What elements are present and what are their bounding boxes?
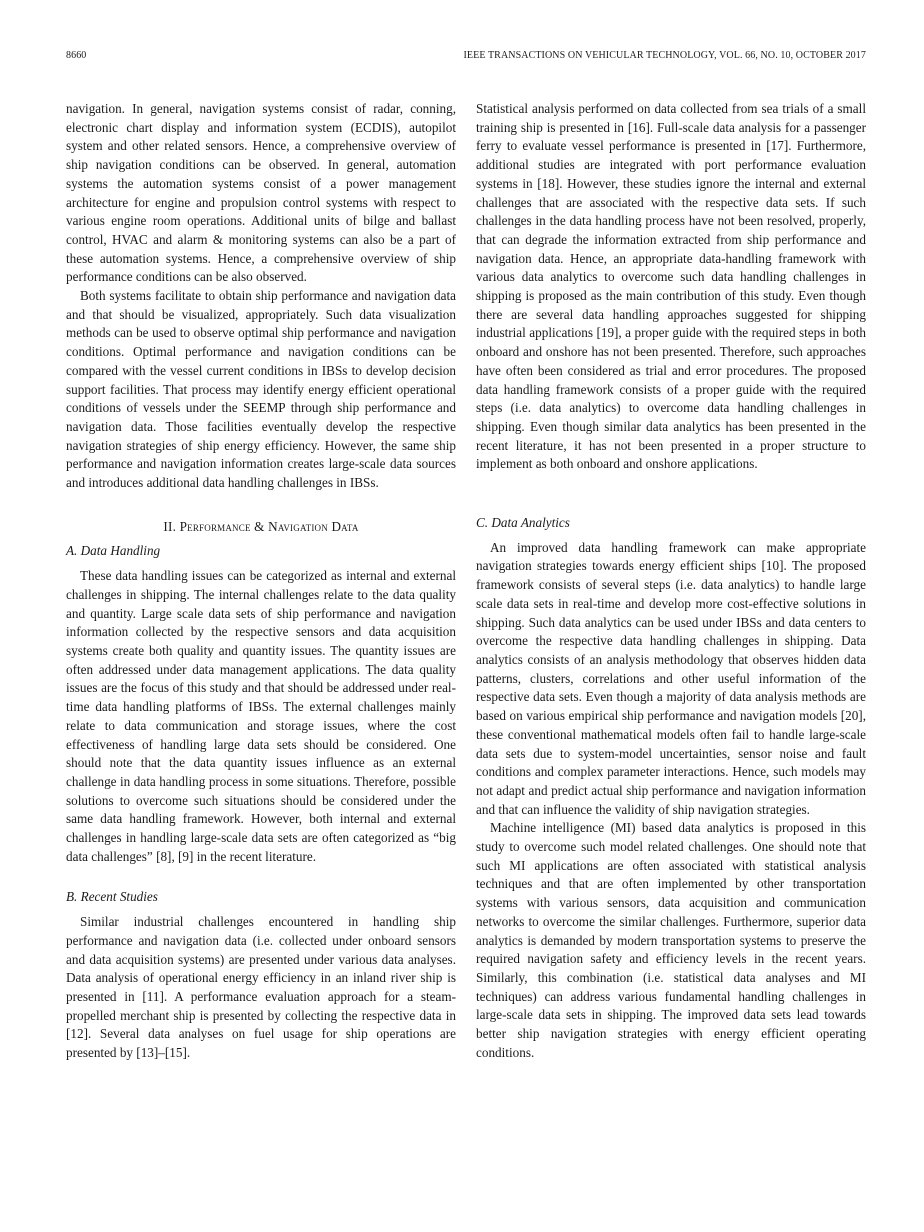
data-analytics-paragraph-1: An improved data handling framework can make appropriate navigation strategies towards energy efficient ships [10]. The proposed framework consists of several steps (i.e. data analytics) to handle large scale data sets in real-time and develop more cost-effective solutions in shipping. Such data analytics can be used under IBSs and data centers to overcome the respective data handling challenges in shipping. Data analytics consists of an analysis methodology that observes hidden data patterns, clusters, correlations and other useful information of the respective data sets. Even though a majority of data analysis methods are based on various empirical ship performance and navigation models [20], these conventional mathematical models often fail to handle large-scale data sets due to system-model uncertainties, sensor noise and fault conditions and complex parameter interactions. Hence, such models may not adapt and predict actual ship performance and navigation information and that can influence the validity of ship navigation strategies. [476, 539, 866, 817]
page-header [66, 50, 866, 66]
subsection-b-title: B. Recent Studies [66, 889, 158, 905]
subsection-c-title: C. Data Analytics [476, 515, 570, 531]
intro-paragraph-1: navigation. In general, navigation systems consist of radar, conning, electronic chart display and information system (ECDIS), autopilot system and other related sensors. Hence, a comprehensive overview of ship navigation conditions can be observed. In general, automation systems the automation systems consist of a power management architecture for engine and propulsion control systems with respect to various engine room operations. Additional units of bilge and ballast control, HVAC and alarm & monitoring systems can also be a part of these automation systems. Hence, a comprehensive overview of ship performance conditions can be also observed. [66, 101, 456, 285]
recent-studies-paragraph: Similar industrial challenges encountered in handling ship performance and navigation data (i.e. collected under onboard sensors and data acquisition systems) are presented under various data analyses. Data analysis of operational energy efficiency in an inland river ship is presented in [11]. A performance evaluation approach for a steam-propelled merchant ship is presented by collecting the respective data in [12]. Several data analyses on fuel usage for ship operations are presented by [13]–[15]. [66, 914, 456, 1061]
recent-studies-continuation: Statistical analysis performed on data collected from sea trials of a small training ship is presented in [16]. Full-scale data analysis for a passenger ferry to evaluate vessel performance is presented in [17]. Furthermore, additional studies are integrated with port performance evaluation systems in [18]. However, these studies ignore the internal and external challenges that are associated with the respective data sets. If such challenges in the data handling process have not been resolved, properly, that can degrade the information extracted from ship performance and navigation data. Hence, an appropriate data-handling framework with various data analytics to overcome such data handling challenges in shipping is proposed as the main contribution of this study. Even though there are several data handling approaches suggested for shipping industrial applications [19], a proper guide with the required steps in both onboard and onshore has not been presented. Therefore, such approaches have often been considered as trial and error procedures. The proposed data handling framework consists of a proper guide with the required steps (i.e. data analytics) to overcome data handling challenges in shipping. Even though similar data analytics has been presented in the recent literature, it has not been presented in a proper structure to implement as both onboard and onshore applications. [476, 101, 866, 472]
section-title: II. Performance & Navigation Data [163, 518, 359, 534]
data-analytics-paragraph-2: Machine intelligence (MI) based data analytics is proposed in this study to overcome such model related challenges. One should note that such MI applications are often associated with statistical analysis techniques and that are often implemented by other transportation systems with various sensors, data acquisition and communication networks to overcome the similar challenges. Furthermore, superior data analytics is demanded by modern transportation systems to preserve the required navigation safety and efficiency levels in the recent years. Similarly, this combination (i.e. statistical data analyses and MI techniques) can address various fundamental handling challenges in large-scale data sets in shipping. The improved data sets lead towards better ship navigation strategies with energy efficient operating conditions. [476, 820, 866, 1060]
journal-running-head: IEEE TRANSACTIONS ON VEHICULAR TECHNOLOGY, VOL. 66, NO. 10, OCTOBER 2017 [463, 50, 866, 61]
subsection-a-title: A. Data Handling [66, 543, 161, 559]
page-number: 8660 [66, 50, 87, 61]
right-column [476, 100, 866, 1062]
data-handling-paragraph: These data handling issues can be categorized as internal and external challenges in shipping. The internal challenges relate to the data quality and quantity. Large scale data sets of ship performance and navigation information collected by the respective sensors and data acquisition systems create both quality and quantity issues. The quantity issues are often addressed under data management applications. The data quality issues are the focus of this study and that should be addressed under real-time data handling platforms of IBSs. The external challenges mainly relate to data communication and storage issues, where the cost effectiveness of handling large data sets should be considered. One should note that the data quantity issues influence as an external challenge in data handling process in some situations. Therefore, possible solutions to overcome such situations should be considered under the same data handling framework. However, both internal and external challenges in handling large-scale data sets are often categorized as “big data challenges” [8], [9] in the recent literature. [66, 568, 456, 864]
intro-paragraph-2: Both systems facilitate to obtain ship performance and navigation data and that should be visualized, appropriately. Such data visualization methods can be used to observe optimal ship performance and navigation conditions. Optimal performance and navigation conditions can be compared with the vessel current conditions in IBSs to develop decision support facilities. That process may identify energy efficient operational conditions of vessels under the SEEMP through ship performance and navigation data. Those facilities eventually develop the respective navigation strategies of ship energy efficiency. However, the same ship performance and navigation information creates large-scale data sources and introduces additional data handling challenges in IBSs. [66, 288, 456, 491]
left-column [66, 100, 456, 1063]
